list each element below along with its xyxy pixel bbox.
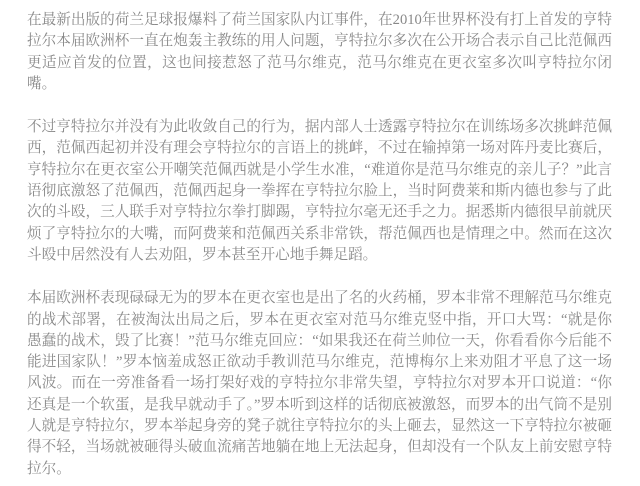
article-paragraph-2: 不过亨特拉尔并没有为此收敛自己的行为，据内部人士透露亨特拉尔在训练场多次挑衅范佩西，范佩西起初并没有理会亨特拉尔的言语上的挑衅，不过在输掉第一场对阵丹麦比赛后，亨特拉尔在更衣室公开嘲笑范佩西就是小学生水准，“难道你是范马尔维克的亲儿子？”此言语彻底激怒了范佩西，范佩西起身一拳挥在亨特拉尔脸上，当时阿费莱和斯内德也参与了此次的斗殴，三人联手对亨特拉尔拳打脚踢，亨特拉尔毫无还手之力。据悉斯内德很早前就厌烦了亨特拉尔的大嘴，而阿费莱和范佩西关系非常铁，帮范佩西也是情理之中。然而在这次斗殴中居然没有人去劝阻，罗本甚至开心地手舞足蹈。 xyxy=(27,119,612,263)
article-paragraph-1: 在最新出版的荷兰足球报爆料了荷兰国家队内讧事件，在2010年世界杯没有打上首发的亨特拉尔本届欧洲杯一直在炮轰主教练的用人问题，亨特拉尔多次在公开场合表示自己比范佩西更适应首发的位置，这也间接惹怒了范马尔维克，范马尔维克在更衣室多次叫亨特拉尔闭嘴。 xyxy=(27,12,612,92)
article-paragraph-3: 本届欧洲杯表现碌碌无为的罗本在更衣室也是出了名的火药桶，罗本非常不理解范马尔维克的战术部署，在被淘汰出局之后，罗本在更衣室对范马尔维克竖中指，开口大骂：“就是你愚蠢的战术，毁了比赛！”范马尔维克回应：“如果我还在荷兰帅位一天，你看看你今后能不能进国家队！”罗本恼羞成怒正欲动手教训范马尔维克，范博梅尔上来劝阻才平息了这一场风波。而在一旁准备看一场打架好戏的亨特拉尔非常失望，亨特拉尔对罗本开口说道：“你还真是一个软蛋，是我早就动手了。”罗本听到这样的话彻底被激怒，而罗本的出气筒不是别人就是亨特拉尔，罗本举起身旁的凳子就往亨特拉尔的头上砸去，显然这一下亨特拉尔被砸得不轻，当场就被砸得头破血流痛苦地躺在地上无法起身，但却没有一个队友上前安慰亨特拉尔。 xyxy=(27,290,612,477)
